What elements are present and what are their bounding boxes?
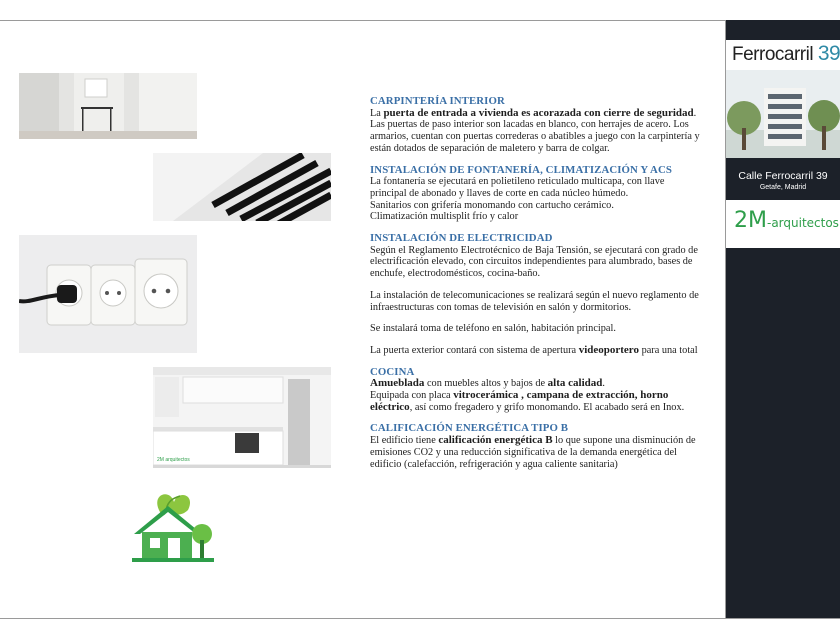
- building-render: [726, 70, 840, 158]
- carpinteria-l1a: La: [370, 107, 384, 119]
- cocina-line2: [370, 390, 700, 413]
- cocina-l2b: vitrocerámica , campana de extracción, horno eléctrico: [370, 389, 669, 413]
- fontaneria-line3: Climatización multisplit frío y calor: [370, 211, 519, 223]
- cocina-l1d: .: [602, 378, 605, 390]
- kitchen-photo-label: 2M arquitectos: [157, 457, 190, 463]
- fontaneria-line1: La fontanería se ejecutará en polietileno reticulado multicapa, con llave principal de abonado y llaves de corte en cada núcleo húmedo.: [370, 176, 665, 199]
- kitchen-photo: [153, 367, 331, 468]
- electricidad-l4c: para una total: [639, 344, 698, 356]
- cocina-l1b: con muebles altos y bajos de: [424, 378, 548, 390]
- energia-title: CALIFICACIÓN ENERGÉTICA TIPO B: [370, 422, 569, 435]
- electricidad-title: INSTALACIÓN DE ELECTRICIDAD: [370, 232, 553, 245]
- electricidad-line3: Se instalará toma de teléfono en salón, habitación principal.: [370, 323, 616, 335]
- fontaneria-title: INSTALACIÓN DE FONTANERÍA, CLIMATIZACIÓN Y ACS: [370, 163, 672, 176]
- electricidad-line1: Según el Reglamento Electrotécnico de Baja Tensión, se ejecutará con grado de electrificación elevado, con circuitos independientes para alumbrado, bases de enchufe, electrodomésticos, cocina-baño.: [370, 244, 698, 280]
- energia-l1c: lo que supone una disminución de emisiones CO2 y una reducción significativa de la demanda energética del edificio (calefacción, refrigeración y agua caliente sanitaria): [370, 435, 696, 470]
- carpinteria-title: CARPINTERÍA INTERIOR: [370, 95, 505, 107]
- fontaneria-line2: Sanitarios con grifería monomando con cartucho cerámico.: [370, 199, 614, 211]
- cocina-l2a: Equipada con placa: [370, 390, 454, 402]
- section-carpinteria: [370, 96, 700, 155]
- section-energia: [370, 423, 700, 470]
- section-cocina: [370, 367, 700, 414]
- cocina-l2c: , así como fregadero y grifo monomando. El acabado será en Inox.: [409, 401, 685, 413]
- firm-main: 2M: [734, 208, 767, 233]
- firm-logo: [734, 208, 839, 233]
- section-fontaneria: [370, 165, 700, 224]
- energia-l1b: calificación energética B: [438, 434, 553, 447]
- sidebar: [726, 20, 840, 618]
- specs-text: [370, 96, 700, 480]
- carpinteria-l1c: .: [693, 107, 697, 119]
- carpinteria-l1b: puerta de entrada a vivienda es acorazada con cierre de seguridad: [383, 106, 694, 119]
- energia-line1: [370, 435, 700, 470]
- firm-suffix: -arquitectos: [766, 216, 839, 230]
- electricidad-l4a: La puerta exterior contará con sistema de apertura: [370, 344, 579, 356]
- carpinteria-line1: [370, 108, 700, 120]
- electricidad-line2: La instalación de telecomunicaciones se realizará según el nuevo reglamento de infraestructuras con tomas de televisión en salón y dormitorios.: [370, 289, 699, 313]
- carpinteria-line2: Las puertas de paso interior son lacadas en blanco, con herrajes de acero. Los armarios, cuentan con puertas correderas o abatibles a juego con la carpintería y están dotados de separación de maletero y barra de colgar.: [370, 119, 700, 154]
- bottom-rule: [0, 618, 840, 619]
- cocina-l1a: Amueblada: [370, 377, 425, 390]
- section-electricidad: [370, 233, 700, 357]
- sockets-photo: [19, 235, 197, 353]
- project-logo: [732, 42, 840, 66]
- hallway-photo: [19, 73, 197, 139]
- ac-vent-photo: [153, 153, 331, 221]
- address-line1: Calle Ferrocarril 39: [738, 170, 828, 182]
- logo-word: Ferrocarril: [732, 44, 814, 65]
- logo-number: 39: [817, 42, 840, 65]
- address-line2: Getafe, Madrid: [759, 184, 807, 191]
- energia-l1a: El edificio tiene: [370, 435, 439, 447]
- electricidad-line4: [370, 345, 700, 357]
- electricidad-l4b: videoportero: [578, 343, 639, 356]
- cocina-title: COCINA: [370, 365, 415, 378]
- top-rule: [0, 20, 840, 21]
- cocina-l1c: alta calidad: [547, 377, 603, 390]
- eco-house-icon: [130, 488, 216, 564]
